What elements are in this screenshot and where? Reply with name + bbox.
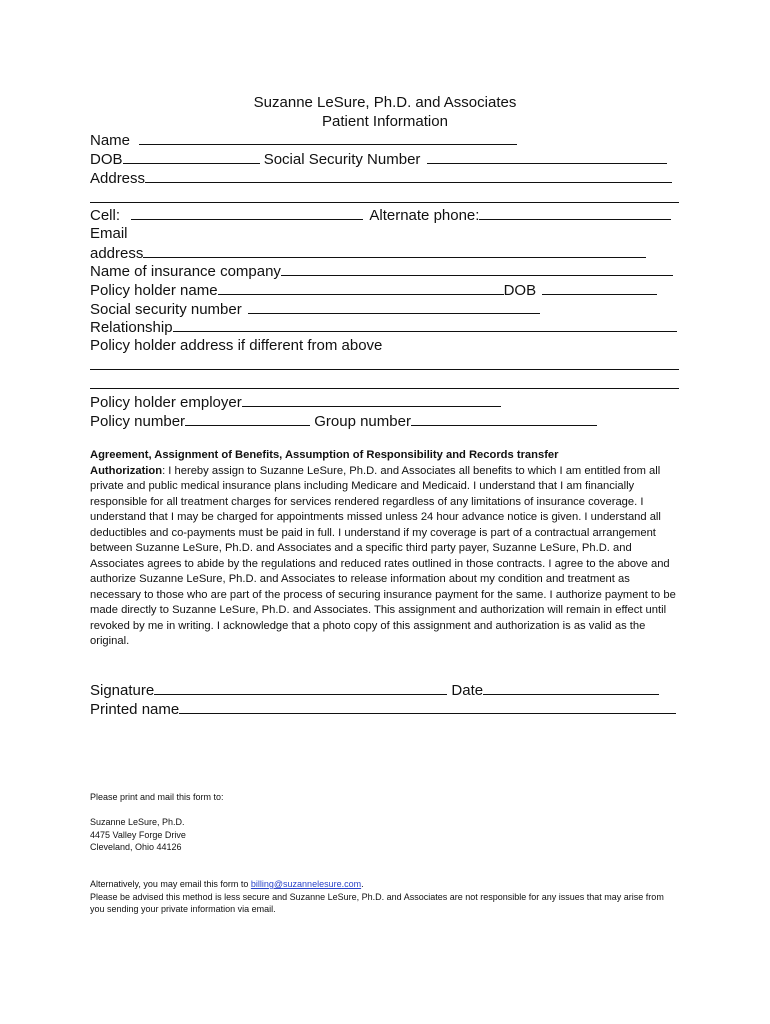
policy-holder-dob-label: DOB: [503, 282, 537, 299]
cell-field[interactable]: [131, 205, 363, 220]
policy-address-label: Policy holder address if different from above: [90, 337, 383, 354]
printed-name-row: [90, 699, 680, 719]
address-line-street: 4475 Valley Forge Drive: [90, 829, 186, 840]
email-label-row: [90, 224, 680, 243]
policy-number-row: [90, 411, 680, 431]
address-line-name: Suzanne LeSure, Ph.D.: [90, 817, 185, 827]
policy-ssn-row: [90, 299, 680, 319]
insurance-company-field[interactable]: [281, 261, 673, 276]
ssn-label: Social Security Number: [263, 151, 421, 168]
policy-holder-row: [90, 280, 680, 300]
email-suffix-text: .: [361, 879, 364, 889]
address-line-city: Cleveland, Ohio 44126: [90, 842, 182, 852]
date-label: Date: [451, 682, 484, 699]
policy-holder-dob-field[interactable]: [542, 280, 657, 295]
printed-name-field[interactable]: [179, 699, 676, 714]
agreement-section: [90, 448, 680, 650]
email-label: Email: [90, 225, 128, 242]
dob-ssn-row: [90, 149, 680, 169]
email-disclaimer: Please be advised this method is less secure and Suzanne LeSure, Ph.D. and Associates are not responsible for any issues that may arise from you sending your private information via email.: [90, 891, 664, 914]
policy-holder-name-label: Policy holder name: [90, 282, 218, 299]
printed-name-label: Printed name: [90, 701, 180, 718]
email-address-label: address: [90, 245, 144, 262]
policy-address-line-1[interactable]: [90, 369, 679, 370]
relationship-field[interactable]: [173, 317, 677, 332]
policy-address-line-2[interactable]: [90, 388, 679, 389]
agreement-body: : I hereby assign to Suzanne LeSure, Ph.D. and Associates all benefits to which I am entitled from all private and public medical insurance plans including Medicare and Medicaid. I understand that I am financially responsible for all treatment charges for services rendered regardless of any limitations of insurance coverage. I understand that I may be charged for appointments missed unless 24 hour advance notice is given. I understand all deductibles and co-payments must be paid in full. I understand if my coverage is part of a contractual arrangement between Suzanne LeSure, Ph.D. and Associates and a specific third party payer, Suzanne LeSure, Ph.D. and Associates agrees to abide by the regulations and reduced rates outlined in those contracts. I agree to the above and authorize Suzanne LeSure, Ph.D. and Associates to release information about my condition and treatment as necessary to those who are part of the process of securing insurance payment for the same. I authorize payment to be made directly to Suzanne LeSure, Ph.D. and Associates. This assignment and authorization will remain in effect until revoked by me in writing. I acknowledge that a photo copy of this assignment and authorization is as valid as the original.: [90, 464, 676, 647]
address-line-2[interactable]: [90, 202, 679, 203]
dob-label: DOB: [90, 151, 123, 168]
date-field[interactable]: [483, 680, 659, 695]
policy-ssn-label: Social security number: [90, 301, 242, 318]
mail-instruction: Please print and mail this form to:: [90, 792, 224, 802]
policy-address-row: [90, 336, 680, 355]
employer-label: Policy holder employer: [90, 394, 242, 411]
signature-field[interactable]: [154, 680, 447, 695]
form-title: Patient Information: [322, 113, 448, 130]
policy-number-field[interactable]: [185, 411, 310, 426]
alt-phone-field[interactable]: [479, 205, 671, 220]
name-label: Name: [90, 132, 131, 149]
address-field[interactable]: [145, 168, 672, 183]
group-number-field[interactable]: [411, 411, 597, 426]
phone-row: [90, 205, 680, 225]
dob-field[interactable]: [123, 149, 260, 164]
agreement-heading-authorization: Authorization: [90, 464, 163, 477]
name-field[interactable]: [139, 130, 517, 145]
email-alternative: [90, 878, 680, 916]
email-prefix-text: Alternatively, you may email this form to: [90, 879, 251, 889]
signature-row: [90, 680, 680, 700]
email-row: [90, 243, 680, 263]
cell-label: Cell:: [90, 207, 121, 224]
name-row: [90, 130, 680, 150]
ssn-field[interactable]: [427, 149, 667, 164]
address-label: Address: [90, 170, 146, 187]
insurance-company-row: [90, 261, 680, 281]
policy-holder-name-field[interactable]: [218, 280, 504, 295]
organization-name: Suzanne LeSure, Ph.D. and Associates: [253, 94, 517, 111]
alt-phone-label: Alternate phone:: [369, 207, 480, 224]
insurance-company-label: Name of insurance company: [90, 263, 281, 280]
email-field[interactable]: [143, 243, 646, 258]
signature-label: Signature: [90, 682, 155, 699]
mailing-address: [90, 816, 680, 854]
policy-ssn-field[interactable]: [248, 299, 540, 314]
relationship-label: Relationship: [90, 319, 173, 336]
policy-number-label: Policy number: [90, 413, 186, 430]
agreement-heading: Agreement, Assignment of Benefits, Assumption of Responsibility and Records transfer: [90, 449, 559, 461]
employer-row: [90, 392, 680, 412]
employer-field[interactable]: [242, 392, 501, 407]
relationship-row: [90, 317, 680, 337]
group-number-label: Group number: [314, 413, 411, 430]
address-row: [90, 168, 680, 188]
billing-email-link[interactable]: billing@suzannelesure.com: [250, 879, 362, 889]
